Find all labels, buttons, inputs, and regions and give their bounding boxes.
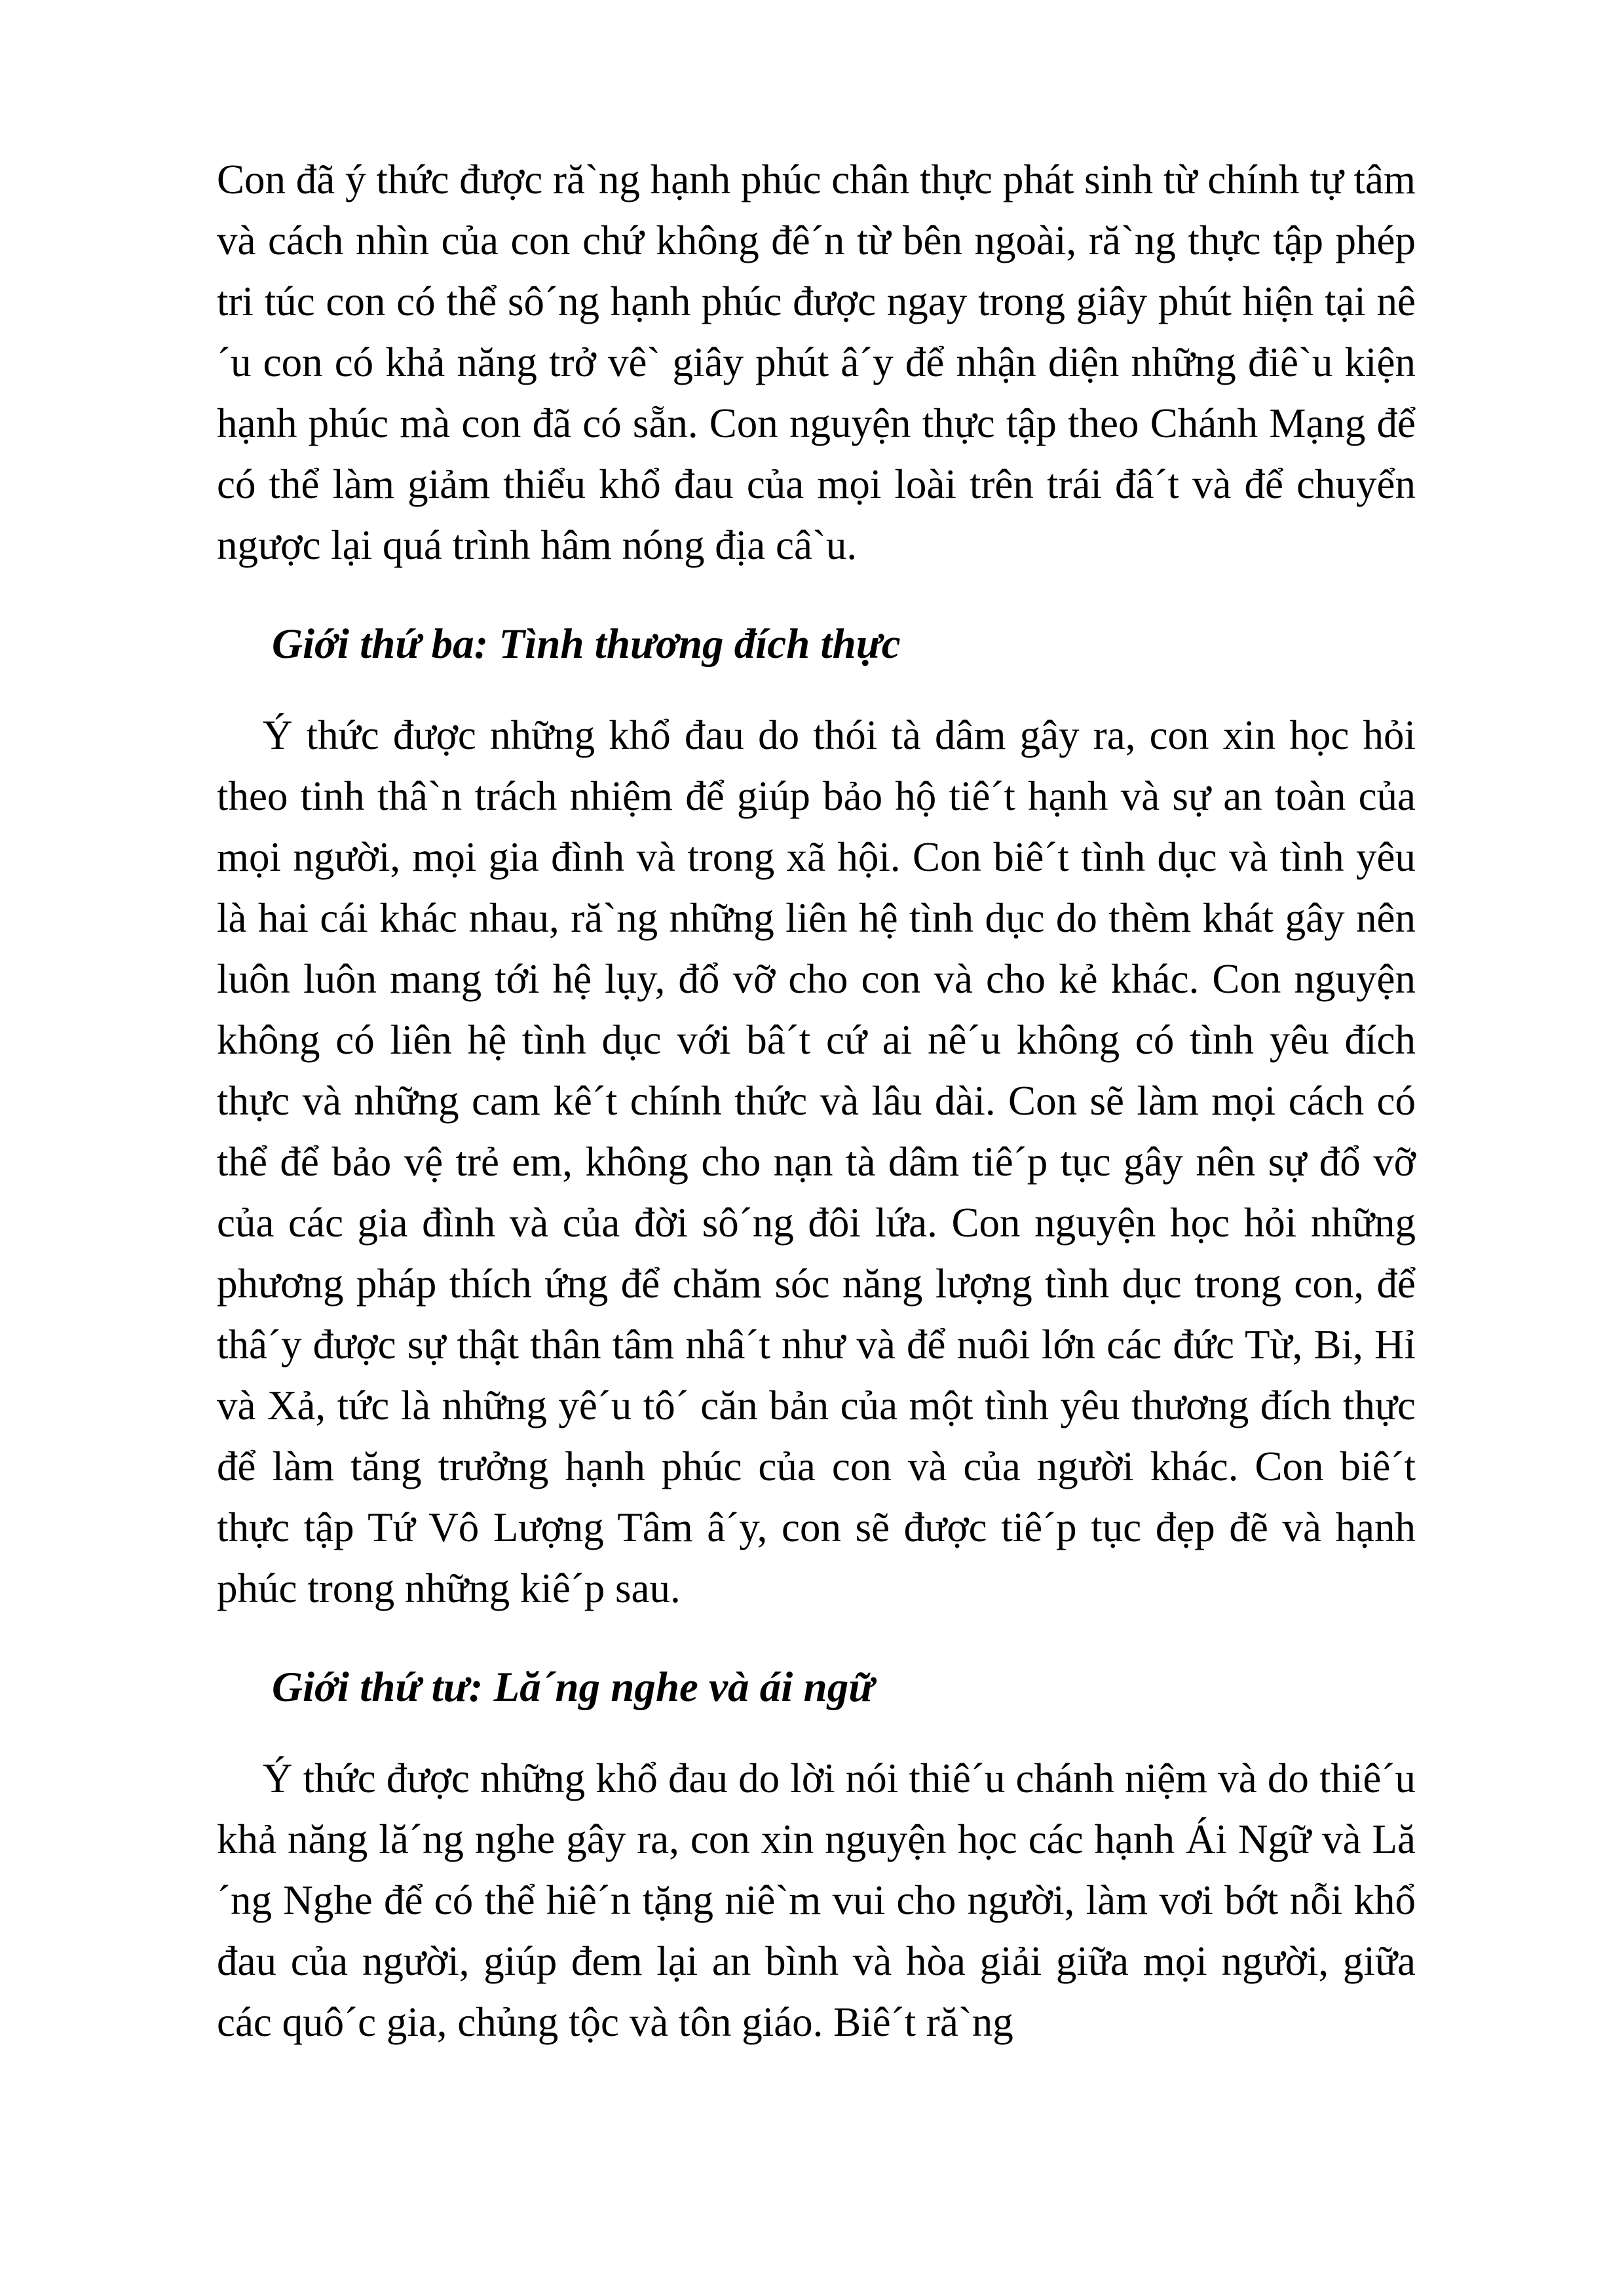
body-paragraph: Ý thức được những khổ đau do thói tà dâm gây ra, con xin học hỏi theo tinh thâ`n trách nhiệm để giúp bảo hộ tiê´t hạnh và sự an toàn của mọi người, mọi gia đình và trong xã hội. Con biê´t tình dục và tình yêu là hai cái khác nhau, ră`ng những liên hệ tình dục do thèm khát gây nên luôn luôn mang tới hệ lụy, đổ vỡ cho con và cho kẻ khác. Con nguyện không có liên hệ tình dục với bâ´t cứ ai nê´u không có tình yêu đích thực và những cam kê´t chính thức và lâu dài. Con sẽ làm mọi cách có thể để bảo vệ trẻ em, không cho nạn tà dâm tiê´p tục gây nên sự đổ vỡ của các gia đình và của đời sô´ng đôi lứa. Con nguyện học hỏi những phương pháp thích ứng để chăm sóc năng lượng tình dục trong con, để thâ´y được sự thật thân tâm nhâ´t như và để nuôi lớn các đức Từ, Bi, Hỉ và Xả, tức là những yê´u tô´ căn bản của một tình yêu thương đích thực để làm tăng trưởng hạnh phúc của con và của người khác. Con biê´t thực tập Tứ Vô Lượng Tâm â´y, con sẽ được tiê´p tục đẹp đẽ và hạnh phúc trong những kiê´p sau. [217,712,1416,1611]
page-content [217,149,1416,2053]
section-heading: Giới thứ tư: Lă´ng nghe và ái ngữ [272,1664,875,1711]
section-heading: Giới thứ ba: Tình thương đích thực [272,621,901,668]
body-paragraph: Ý thức được những khổ đau do lời nói thiê´u chánh niệm và do thiê´u khả năng lă´ng nghe gây ra, con xin nguyện học các hạnh Ái Ngữ và Lă´ng Nghe để có thể hiê´n tặng niê`m vui cho người, làm vơi bớt nỗi khổ đau của người, giúp đem lại an bình và hòa giải giữa mọi người, giữa các quô´c gia, chủng tộc và tôn giáo. Biê´t ră`ng [217,1755,1416,2045]
body-paragraph: Con đã ý thức được ră`ng hạnh phúc chân thực phát sinh từ chính tự tâm và cách nhìn của con chứ không đê´n từ bên ngoài, ră`ng thực tập phép tri túc con có thể sô´ng hạnh phúc được ngay trong giây phút hiện tại nê´u con có khả năng trở vê` giây phút â´y để nhận diện những điê`u kiện hạnh phúc mà con đã có sẵn. Con nguyện thực tập theo Chánh Mạng để có thể làm giảm thiểu khổ đau của mọi loài trên trái đâ´t và để chuyển ngược lại quá trình hâm nóng địa câ`u. [217,157,1416,568]
